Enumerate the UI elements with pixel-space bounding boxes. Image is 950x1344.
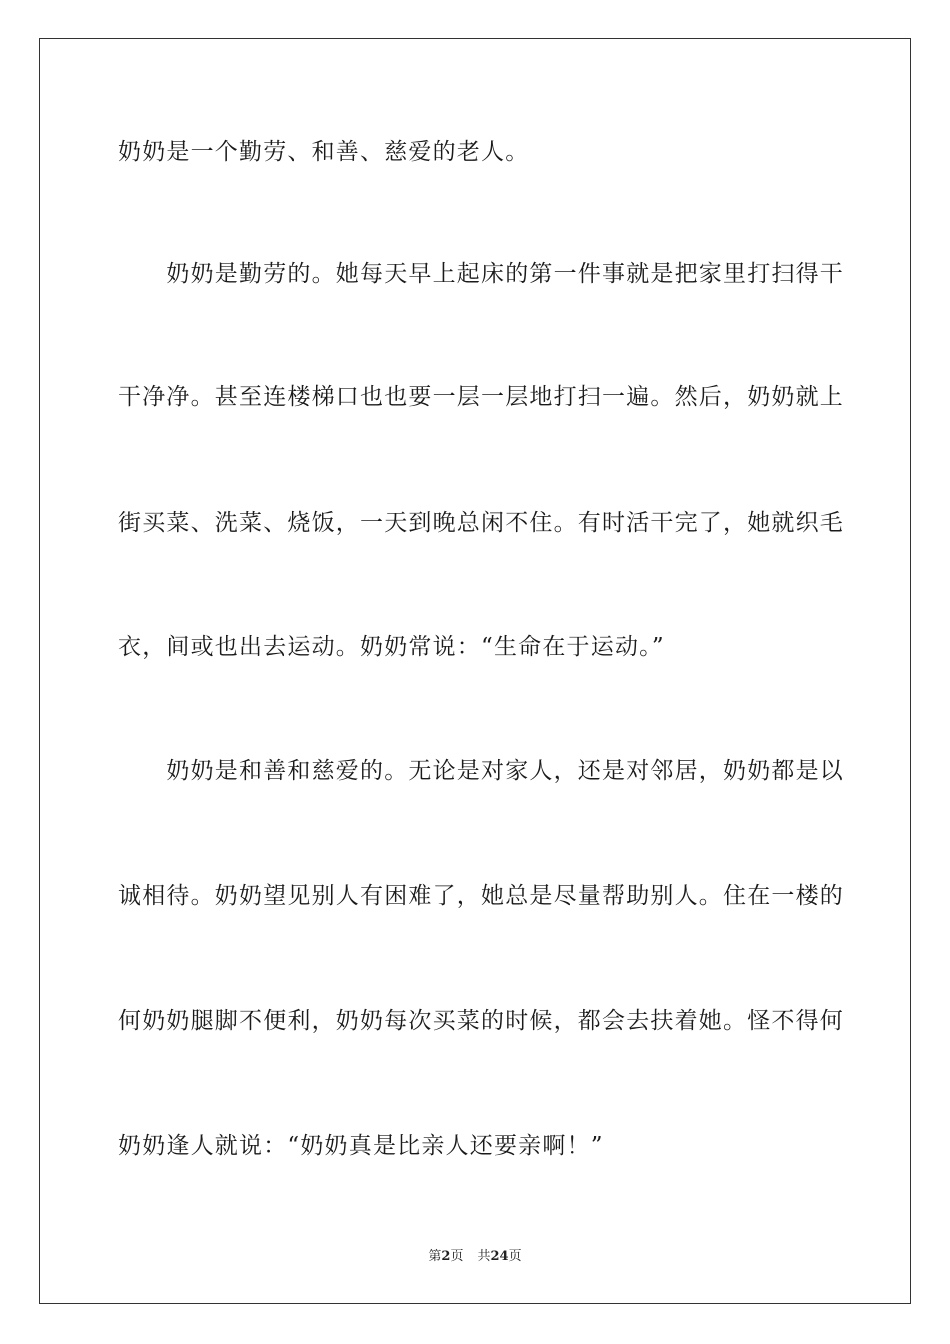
text-line-6: 奶奶是和善和慈爱的。无论是对家人，还是对邻居，奶奶都是以 — [118, 758, 844, 784]
page-suffix: 页 — [450, 1249, 464, 1264]
text-line-4: 街买菜、洗菜、烧饭，一天到晚总闲不住。有时活干完了，她就织毛 — [118, 510, 844, 536]
text-line-3: 干净净。甚至连楼梯口也也要一层一层地打扫一遍。然后，奶奶就上 — [118, 384, 844, 410]
text-line-8: 何奶奶腿脚不便利，奶奶每次买菜的时候，都会去扶着她。怪不得何 — [118, 1008, 844, 1034]
page-footer — [0, 1248, 950, 1266]
page-prefix: 第 — [428, 1249, 442, 1264]
total-pages: 24 — [490, 1249, 509, 1264]
total-suffix: 页 — [508, 1249, 522, 1264]
text-line-9: 奶奶逢人就说：“奶奶真是比亲人还要亲啊！” — [118, 1133, 604, 1159]
text-line-2: 奶奶是勤劳的。她每天早上起床的第一件事就是把家里打扫得干 — [118, 261, 844, 287]
page-border — [39, 38, 911, 1304]
text-line-5: 衣，间或也出去运动。奶奶常说：“生命在于运动。” — [118, 634, 665, 660]
text-line-1: 奶奶是一个勤劳、和善、慈爱的老人。 — [118, 139, 530, 165]
text-line-7: 诚相待。奶奶望见别人有困难了，她总是尽量帮助别人。住在一楼的 — [118, 883, 844, 909]
page-number: 2 — [441, 1249, 451, 1264]
total-prefix: 共 — [477, 1249, 491, 1264]
